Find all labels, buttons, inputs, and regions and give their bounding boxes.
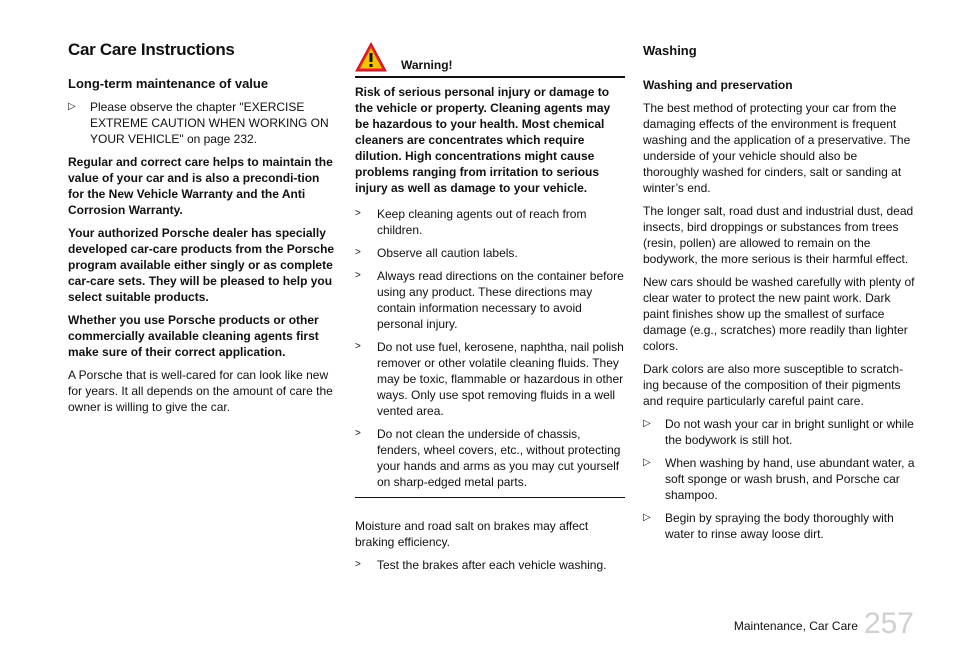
warning-list (355, 206, 625, 490)
instruction-list (68, 99, 336, 147)
column-right (643, 40, 915, 549)
paragraph: The longer salt, road dust and industrial dust, dead insects, bird droppings or substances from trees (resin, pollen) are allowed to remain on the bodywork, the more serious is their harmful effect. (643, 204, 914, 266)
warning-triangle-icon (355, 42, 387, 72)
list-item-text: When washing by hand, use abundant water, a soft sponge or wash brush, and Porsche car shampoo. (665, 456, 915, 502)
paragraph-bold: Your authorized Porsche dealer has specially developed car-care products from the Porsche program available either singly or as complete car-care sets. They will be pleased to help you select suitable products. (68, 226, 335, 304)
washing-list (643, 416, 915, 542)
subsection-heading-preservation: Washing and preservation (643, 78, 793, 92)
list-item (355, 339, 625, 419)
warning-body: Risk of serious personal injury or damage to the vehicle or property. Cleaning agents may be hazardous to your health. Most chemical cleaners are concentrates which require dilution. High concentrations might cause problems ranging from irritation to serious injury as well as damage to your vehicle. (355, 85, 611, 195)
list-item (355, 268, 625, 332)
column-left (68, 40, 336, 422)
list-item (355, 245, 625, 261)
arrow-bullet-icon: > (355, 341, 361, 352)
list-item-text: Do not use fuel, kerosene, naphtha, nail polish remover or other volatile cleaning fluids. They may be toxic, flammable or hazardous in other ways. Only use spot removing fluids in a well vented area. (377, 340, 624, 418)
arrow-bullet-icon: > (355, 428, 361, 439)
triangle-bullet-icon: ▷ (643, 512, 651, 523)
triangle-bullet-icon: ▷ (68, 101, 76, 112)
page-number: 257 (863, 607, 914, 640)
arrow-bullet-icon: > (355, 559, 361, 570)
warning-title: Warning! (401, 58, 453, 72)
list-item-text: Do not clean the underside of chassis, fenders, wheel covers, etc., without protecting your hands and arms as you may cut yourself on sharp-edged metal parts. (377, 427, 621, 489)
list-item-text: Observe all caution labels. (377, 246, 518, 260)
list-item-text: Test the brakes after each vehicle washing. (377, 558, 607, 572)
paragraph: The best method of protecting your car from the damaging effects of the environment is frequent washing and the application of a preservative. The underside of your vehicle should also be thoroughly washed for cinders, salt or sanding at winter’s end. (643, 101, 911, 195)
list-item-text: Please observe the chapter "EXERCISE EXTREME CAUTION WHEN WORKING ON YOUR VEHICLE" on page 232. (90, 100, 329, 146)
triangle-bullet-icon: ▷ (643, 418, 651, 429)
arrow-bullet-icon: > (355, 247, 361, 258)
triangle-bullet-icon: ▷ (643, 457, 651, 468)
page-footer (734, 609, 914, 639)
paragraph-bold: Regular and correct care helps to maintain the value of your car and is also a precondi-tion for the New Vehicle Warranty and the Anti Corrosion Warranty. (68, 155, 333, 217)
paragraph: New cars should be washed carefully with plenty of clear water to protect the new paint work. Dark paint finishes show up the smallest of surface damage (e.g., scratches) more readily than lighter colors. (643, 275, 915, 353)
warning-header (355, 40, 625, 78)
warning-end-divider (355, 497, 625, 498)
list-item (643, 455, 915, 503)
column-middle (355, 40, 625, 580)
list-item (355, 426, 625, 490)
list-item (68, 99, 336, 147)
section-heading-maintenance: Long-term maintenance of value (68, 76, 269, 91)
list-item (355, 206, 625, 238)
note-list (355, 557, 625, 573)
list-item (643, 510, 915, 542)
arrow-bullet-icon: > (355, 208, 361, 219)
list-item-text: Keep cleaning agents out of reach from children. (377, 207, 587, 237)
list-item (643, 416, 915, 448)
footer-section-label: Maintenance, Car Care (733, 619, 858, 633)
arrow-bullet-icon: > (355, 270, 361, 281)
brake-note: Moisture and road salt on brakes may affect braking efficiency. (355, 519, 589, 549)
list-item-text: Do not wash your car in bright sunlight or while the bodywork is still hot. (665, 417, 914, 447)
list-item-text: Begin by spraying the body thoroughly with water to rinse away loose dirt. (665, 511, 894, 541)
section-heading-washing: Washing (643, 43, 697, 58)
list-item-text: Always read directions on the container before using any product. These directions may contain information necessary to avoid personal injury. (377, 269, 624, 331)
paragraph: A Porsche that is well-cared for can look like new for years. It all depends on the amount of care the owner is willing to give the car. (68, 368, 333, 414)
paragraph: Dark colors are also more susceptible to scratch-ing because of the composition of their pigments and require particularly careful paint care. (643, 362, 904, 408)
list-item (355, 557, 625, 573)
paragraph-bold: Whether you use Porsche products or other commercially available cleaning agents first make sure of their correct application. (68, 313, 319, 359)
page-title: Car Care Instructions (68, 40, 235, 59)
